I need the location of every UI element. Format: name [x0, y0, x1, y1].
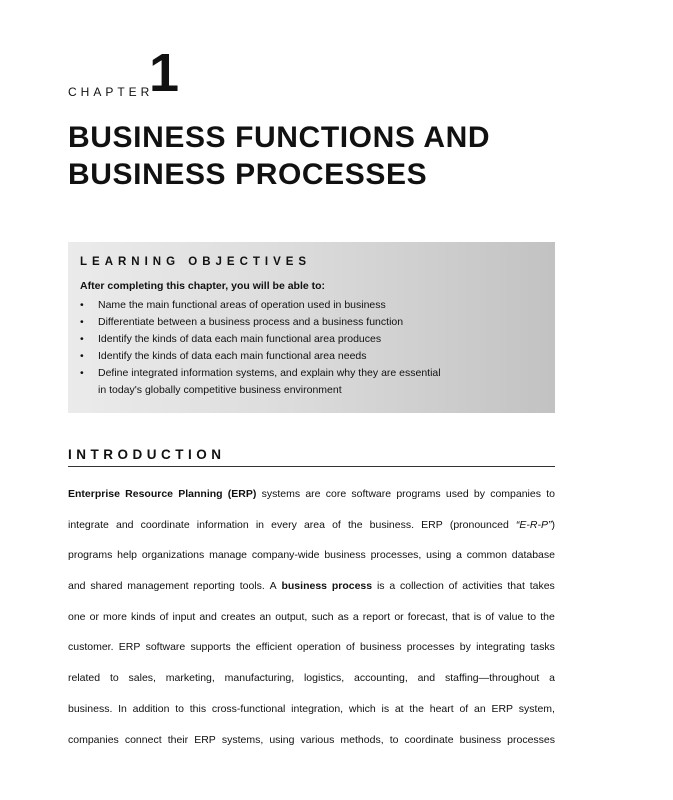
paragraph-word	[377, 571, 385, 602]
paragraph-word	[129, 663, 156, 694]
text-run: that	[507, 580, 525, 593]
text-run: more	[103, 610, 127, 623]
paragraph-line	[68, 663, 555, 694]
text-run: area	[303, 518, 325, 531]
text-run: help	[117, 549, 138, 562]
text-run: to	[389, 733, 399, 746]
paragraph-word	[222, 725, 263, 756]
paragraph-line	[68, 479, 555, 510]
text-run: and	[68, 580, 86, 593]
learning-objective-text: Identify the kinds of data each main functional area needs	[98, 350, 367, 362]
paragraph-word	[297, 632, 341, 663]
paragraph-word	[467, 540, 507, 571]
text-run: activities	[462, 580, 503, 593]
text-run: is	[473, 610, 482, 623]
learning-objective-text: in today's globally competitive business environment	[98, 384, 342, 396]
paragraph-word	[549, 663, 555, 694]
text-run: management	[127, 580, 189, 593]
text-run: to	[527, 610, 537, 623]
text-run: processes,	[370, 549, 422, 562]
text-run: manufacturing,	[224, 672, 295, 685]
paragraph-word	[175, 694, 184, 725]
text-run: every	[271, 518, 297, 531]
paragraph-word	[133, 694, 170, 725]
text-run: in	[255, 518, 265, 531]
text-run: is	[376, 580, 385, 593]
text-run: company-wide	[251, 549, 320, 562]
paragraph-word	[68, 602, 86, 633]
paragraph-word	[305, 479, 320, 510]
text-run: cross-functional	[211, 702, 286, 715]
paragraph-word	[221, 602, 255, 633]
text-run: of	[459, 702, 469, 715]
text-run: ERP	[421, 518, 443, 531]
paragraph-word	[116, 510, 134, 541]
chapter-label: CHAPTER	[68, 85, 154, 99]
text-run: which	[348, 702, 376, 715]
text-run: using	[269, 733, 295, 746]
learning-objective-text: Identify the kinds of data each main functional area produces	[98, 333, 382, 345]
text-run: operation	[297, 641, 341, 654]
paragraph-word	[389, 571, 395, 602]
paragraph-word	[194, 725, 216, 756]
paragraph-word	[68, 510, 109, 541]
paragraph-word	[259, 602, 271, 633]
text-run: to	[546, 488, 555, 500]
paragraph-word	[476, 632, 525, 663]
paragraph-word	[348, 510, 363, 541]
paragraph-word	[256, 510, 264, 541]
paragraph-word	[370, 510, 414, 541]
text-run: a	[352, 610, 359, 623]
text-run: business	[324, 549, 366, 562]
paragraph-word	[281, 571, 327, 602]
paragraph-word	[160, 602, 169, 633]
text-run: heart	[429, 702, 454, 715]
paragraph-word	[103, 602, 127, 633]
paragraph-word	[507, 725, 555, 756]
text-run: )	[551, 518, 555, 531]
text-run: customer.	[68, 641, 114, 654]
paragraph-word	[131, 602, 156, 633]
text-run: tools.	[239, 580, 265, 593]
paragraph-word	[332, 571, 372, 602]
text-run: business.	[68, 702, 113, 715]
text-run: efficient	[255, 641, 292, 654]
paragraph-line	[68, 632, 555, 663]
text-run: such	[311, 610, 334, 623]
paragraph-word	[408, 602, 448, 633]
paragraph-word	[125, 479, 173, 510]
bullet-icon: •	[80, 350, 84, 362]
learning-objectives-heading: LEARNING OBJECTIVES	[80, 256, 312, 268]
text-run: this	[189, 702, 207, 715]
paragraph-word	[90, 571, 122, 602]
paragraph-line	[68, 540, 555, 571]
paragraph-word	[371, 540, 422, 571]
paragraph-word	[507, 571, 525, 602]
paragraph-word	[291, 694, 343, 725]
text-run: integration,	[291, 702, 344, 715]
paragraph-word	[519, 694, 555, 725]
paragraph-word	[168, 725, 188, 756]
text-run: one	[68, 610, 86, 623]
paragraph-word	[396, 479, 440, 510]
paragraph-word	[256, 632, 292, 663]
text-run: programs	[68, 549, 113, 562]
paragraph-word	[271, 510, 297, 541]
text-run: supports	[190, 641, 231, 654]
text-run: their	[167, 733, 189, 746]
paragraph-word	[516, 510, 555, 541]
text-run: organizations	[141, 549, 205, 562]
paragraph-word	[117, 540, 137, 571]
text-run: processes	[406, 641, 455, 654]
text-run: an	[259, 610, 272, 623]
paragraph-word	[332, 510, 341, 541]
text-run: connect	[124, 733, 162, 746]
text-run: input	[172, 610, 196, 623]
text-run: business	[360, 641, 402, 654]
text-run: reporting	[193, 580, 235, 593]
paragraph-word	[270, 571, 277, 602]
learning-objective-item	[80, 331, 543, 348]
paragraph-word	[540, 602, 555, 633]
text-run: a	[549, 672, 555, 685]
paragraph-word	[394, 602, 403, 633]
bold-term: process	[331, 580, 373, 593]
paragraph-word	[485, 602, 494, 633]
text-run: or	[89, 610, 99, 623]
paragraph-word	[197, 510, 249, 541]
text-run: forecast,	[407, 610, 449, 623]
paragraph-word	[405, 725, 454, 756]
paragraph-word	[193, 571, 234, 602]
paragraph-word	[326, 479, 346, 510]
paragraph-word	[418, 663, 436, 694]
text-run: of	[346, 641, 355, 654]
paragraph-word	[304, 663, 344, 694]
text-run: the	[409, 702, 424, 715]
paragraph-word	[199, 602, 217, 633]
bold-term: Planning	[178, 488, 223, 500]
text-run: common	[466, 549, 507, 562]
text-run: software	[145, 641, 186, 654]
paragraph-word	[146, 632, 186, 663]
paragraph-word	[512, 540, 555, 571]
bold-term: Enterprise	[68, 488, 120, 500]
paragraph-word	[445, 663, 539, 694]
paragraph-word	[68, 540, 112, 571]
paragraph-word	[304, 510, 325, 541]
bullet-icon: •	[80, 367, 84, 379]
text-run: accounting,	[354, 672, 408, 685]
paragraph-word	[360, 632, 401, 663]
paragraph-word	[390, 725, 399, 756]
text-run: output,	[275, 610, 308, 623]
bullet-icon: •	[80, 333, 84, 345]
text-run: or	[394, 610, 404, 623]
paragraph-word	[118, 694, 127, 725]
paragraph-word	[491, 694, 513, 725]
learning-objective-text: Define integrated information systems, and explain why they are essential	[98, 367, 441, 379]
paragraph-line	[68, 694, 555, 725]
text-run: ERP	[491, 702, 514, 715]
text-run: as	[337, 610, 349, 623]
text-run: programs	[396, 488, 441, 500]
paragraph-word	[252, 540, 320, 571]
learning-objectives-box	[68, 242, 555, 413]
text-run: ERP	[118, 641, 141, 654]
text-run: (pronounced	[449, 518, 509, 531]
paragraph-word	[269, 725, 294, 756]
learning-objective-text: Differentiate between a business process and a business function	[98, 316, 404, 328]
paragraph-word	[395, 694, 404, 725]
text-run: collection	[400, 580, 444, 593]
text-run: used	[445, 488, 469, 500]
paragraph-word	[346, 632, 355, 663]
text-run: of	[332, 518, 341, 531]
paragraph-word	[498, 602, 523, 633]
paragraph-word	[354, 663, 408, 694]
text-run: companies	[68, 733, 119, 746]
text-run: of	[448, 580, 458, 593]
paragraph-word	[474, 602, 482, 633]
paragraph-word	[119, 632, 141, 663]
learning-objective-text: Name the main functional areas of operation used in business	[98, 299, 386, 311]
paragraph-word	[527, 602, 536, 633]
paragraph-line	[68, 510, 555, 541]
paragraph-word	[212, 694, 286, 725]
text-run: report	[362, 610, 391, 623]
text-run: of	[159, 610, 169, 623]
text-run: value	[498, 610, 524, 623]
text-run: to	[109, 672, 119, 685]
text-run: system,	[518, 702, 555, 715]
paragraph-line	[68, 571, 555, 602]
text-run: the	[235, 641, 251, 654]
paragraph-word	[166, 663, 215, 694]
text-run: business.	[369, 518, 415, 531]
paragraph-word	[426, 540, 451, 571]
text-run: of	[485, 610, 495, 623]
text-run: software	[351, 488, 392, 500]
paragraph-word	[178, 479, 222, 510]
paragraph-word	[421, 510, 443, 541]
text-run: database	[511, 549, 555, 562]
text-run: and	[115, 518, 134, 531]
paragraph-word	[430, 694, 454, 725]
text-run: at	[394, 702, 404, 715]
text-run: the	[540, 610, 555, 623]
bold-term: Resource	[125, 488, 174, 500]
paragraph-word	[301, 725, 335, 756]
paragraph-word	[90, 602, 99, 633]
paragraph-word	[311, 602, 333, 633]
paragraph-word	[338, 602, 349, 633]
text-run: by	[473, 488, 485, 500]
paragraph-word	[490, 479, 541, 510]
text-run: are	[305, 488, 321, 500]
text-run: kinds	[131, 610, 156, 623]
paragraph-word	[68, 663, 100, 694]
paragraph-word	[190, 694, 206, 725]
paragraph-word	[209, 540, 247, 571]
paragraph-word	[459, 694, 468, 725]
paragraph-word	[462, 571, 502, 602]
text-run: using	[426, 549, 452, 562]
paragraph-word	[141, 510, 190, 541]
text-run: related	[68, 672, 101, 685]
paragraph-word	[240, 571, 265, 602]
paragraph-word	[363, 602, 390, 633]
paragraph-word	[68, 694, 112, 725]
paragraph-word	[340, 725, 383, 756]
text-run: marketing,	[165, 672, 215, 685]
text-run: shared	[90, 580, 123, 593]
paragraph-word	[474, 694, 486, 725]
text-run: by	[459, 641, 471, 654]
paragraph-line	[68, 602, 555, 633]
paragraph-word	[446, 479, 469, 510]
paragraph-word	[324, 540, 365, 571]
text-run: an	[473, 702, 486, 715]
text-run: tasks	[530, 641, 555, 654]
paragraph-word	[452, 602, 470, 633]
chapter-title	[68, 119, 588, 193]
paragraph-word	[460, 725, 501, 756]
paragraph-word	[225, 663, 294, 694]
text-run: addition	[132, 702, 170, 715]
paragraph-word	[381, 694, 389, 725]
bold-term: (ERP)	[227, 488, 257, 500]
chapter-title-line: BUSINESS PROCESSES	[68, 158, 428, 191]
text-run: manage	[209, 549, 248, 562]
text-run: systems	[261, 488, 301, 500]
text-run: processes	[507, 733, 555, 746]
text-run: information	[196, 518, 249, 531]
paragraph-word	[68, 479, 120, 510]
paragraph-word	[456, 540, 462, 571]
paragraph-word	[172, 602, 195, 633]
paragraph-word	[474, 479, 485, 510]
text-run: the	[347, 518, 363, 531]
paragraph-word	[127, 571, 188, 602]
text-run: coordinate	[404, 733, 454, 746]
paragraph-word	[400, 571, 444, 602]
italic-text: “E-R-P”	[515, 518, 552, 531]
paragraph-word	[460, 632, 471, 663]
paragraph-word	[236, 632, 251, 663]
introduction-heading: INTRODUCTION	[68, 447, 555, 467]
text-run: integrating	[476, 641, 526, 654]
paragraph-word	[546, 479, 555, 510]
learning-objective-item	[80, 314, 543, 331]
bullet-icon: •	[80, 299, 84, 311]
text-run: to	[175, 702, 184, 715]
text-run: In	[118, 702, 127, 715]
introduction-paragraph	[68, 479, 555, 755]
text-run: and	[417, 672, 436, 685]
chapter-title-line: BUSINESS FUNCTIONS AND	[68, 121, 491, 154]
text-run: and	[199, 610, 217, 623]
learning-objective-item	[80, 365, 543, 399]
text-run: core	[325, 488, 347, 500]
text-run: ERP	[194, 733, 216, 746]
learning-objectives-intro: After completing this chapter, you will be able to:	[80, 280, 326, 292]
text-run: A	[269, 580, 277, 593]
text-run: business	[459, 733, 502, 746]
paragraph-word	[349, 694, 376, 725]
paragraph-line	[68, 725, 555, 756]
paragraph-word	[142, 540, 204, 571]
paragraph-word	[530, 571, 555, 602]
text-run: systems,	[221, 733, 264, 746]
paragraph-word	[262, 479, 301, 510]
text-run: staffing—throughout	[444, 672, 540, 685]
paragraph-word	[351, 479, 391, 510]
text-run: a	[456, 549, 462, 562]
chapter-number: 1	[149, 43, 180, 103]
paragraph-word	[353, 602, 359, 633]
paragraph-word	[449, 571, 458, 602]
bold-term: business	[281, 580, 328, 593]
learning-objective-item	[80, 297, 543, 314]
paragraph-word	[275, 602, 307, 633]
text-run: sales,	[128, 672, 156, 685]
paragraph-word	[409, 694, 424, 725]
paragraph-word	[125, 725, 162, 756]
text-run: creates	[220, 610, 256, 623]
paragraph-word	[228, 479, 257, 510]
text-run: methods,	[340, 733, 384, 746]
text-run: takes	[529, 580, 555, 593]
learning-objective-item	[80, 348, 543, 365]
text-run: companies	[490, 488, 541, 500]
paragraph-word	[68, 571, 86, 602]
paragraph-word	[68, 725, 119, 756]
bullet-icon: •	[80, 316, 84, 328]
text-run: integrate	[68, 518, 109, 531]
paragraph-word	[190, 632, 230, 663]
text-run: various	[300, 733, 335, 746]
paragraph-word	[530, 632, 555, 663]
paragraph-word	[450, 510, 509, 541]
learning-objectives-list	[80, 297, 543, 399]
text-run: logistics,	[303, 672, 345, 685]
paragraph-word	[68, 632, 114, 663]
text-run: a	[389, 580, 396, 593]
paragraph-word	[407, 632, 455, 663]
text-run: coordinate	[140, 518, 190, 531]
paragraph-word	[110, 663, 119, 694]
text-run: is	[381, 702, 390, 715]
text-run: that	[452, 610, 470, 623]
